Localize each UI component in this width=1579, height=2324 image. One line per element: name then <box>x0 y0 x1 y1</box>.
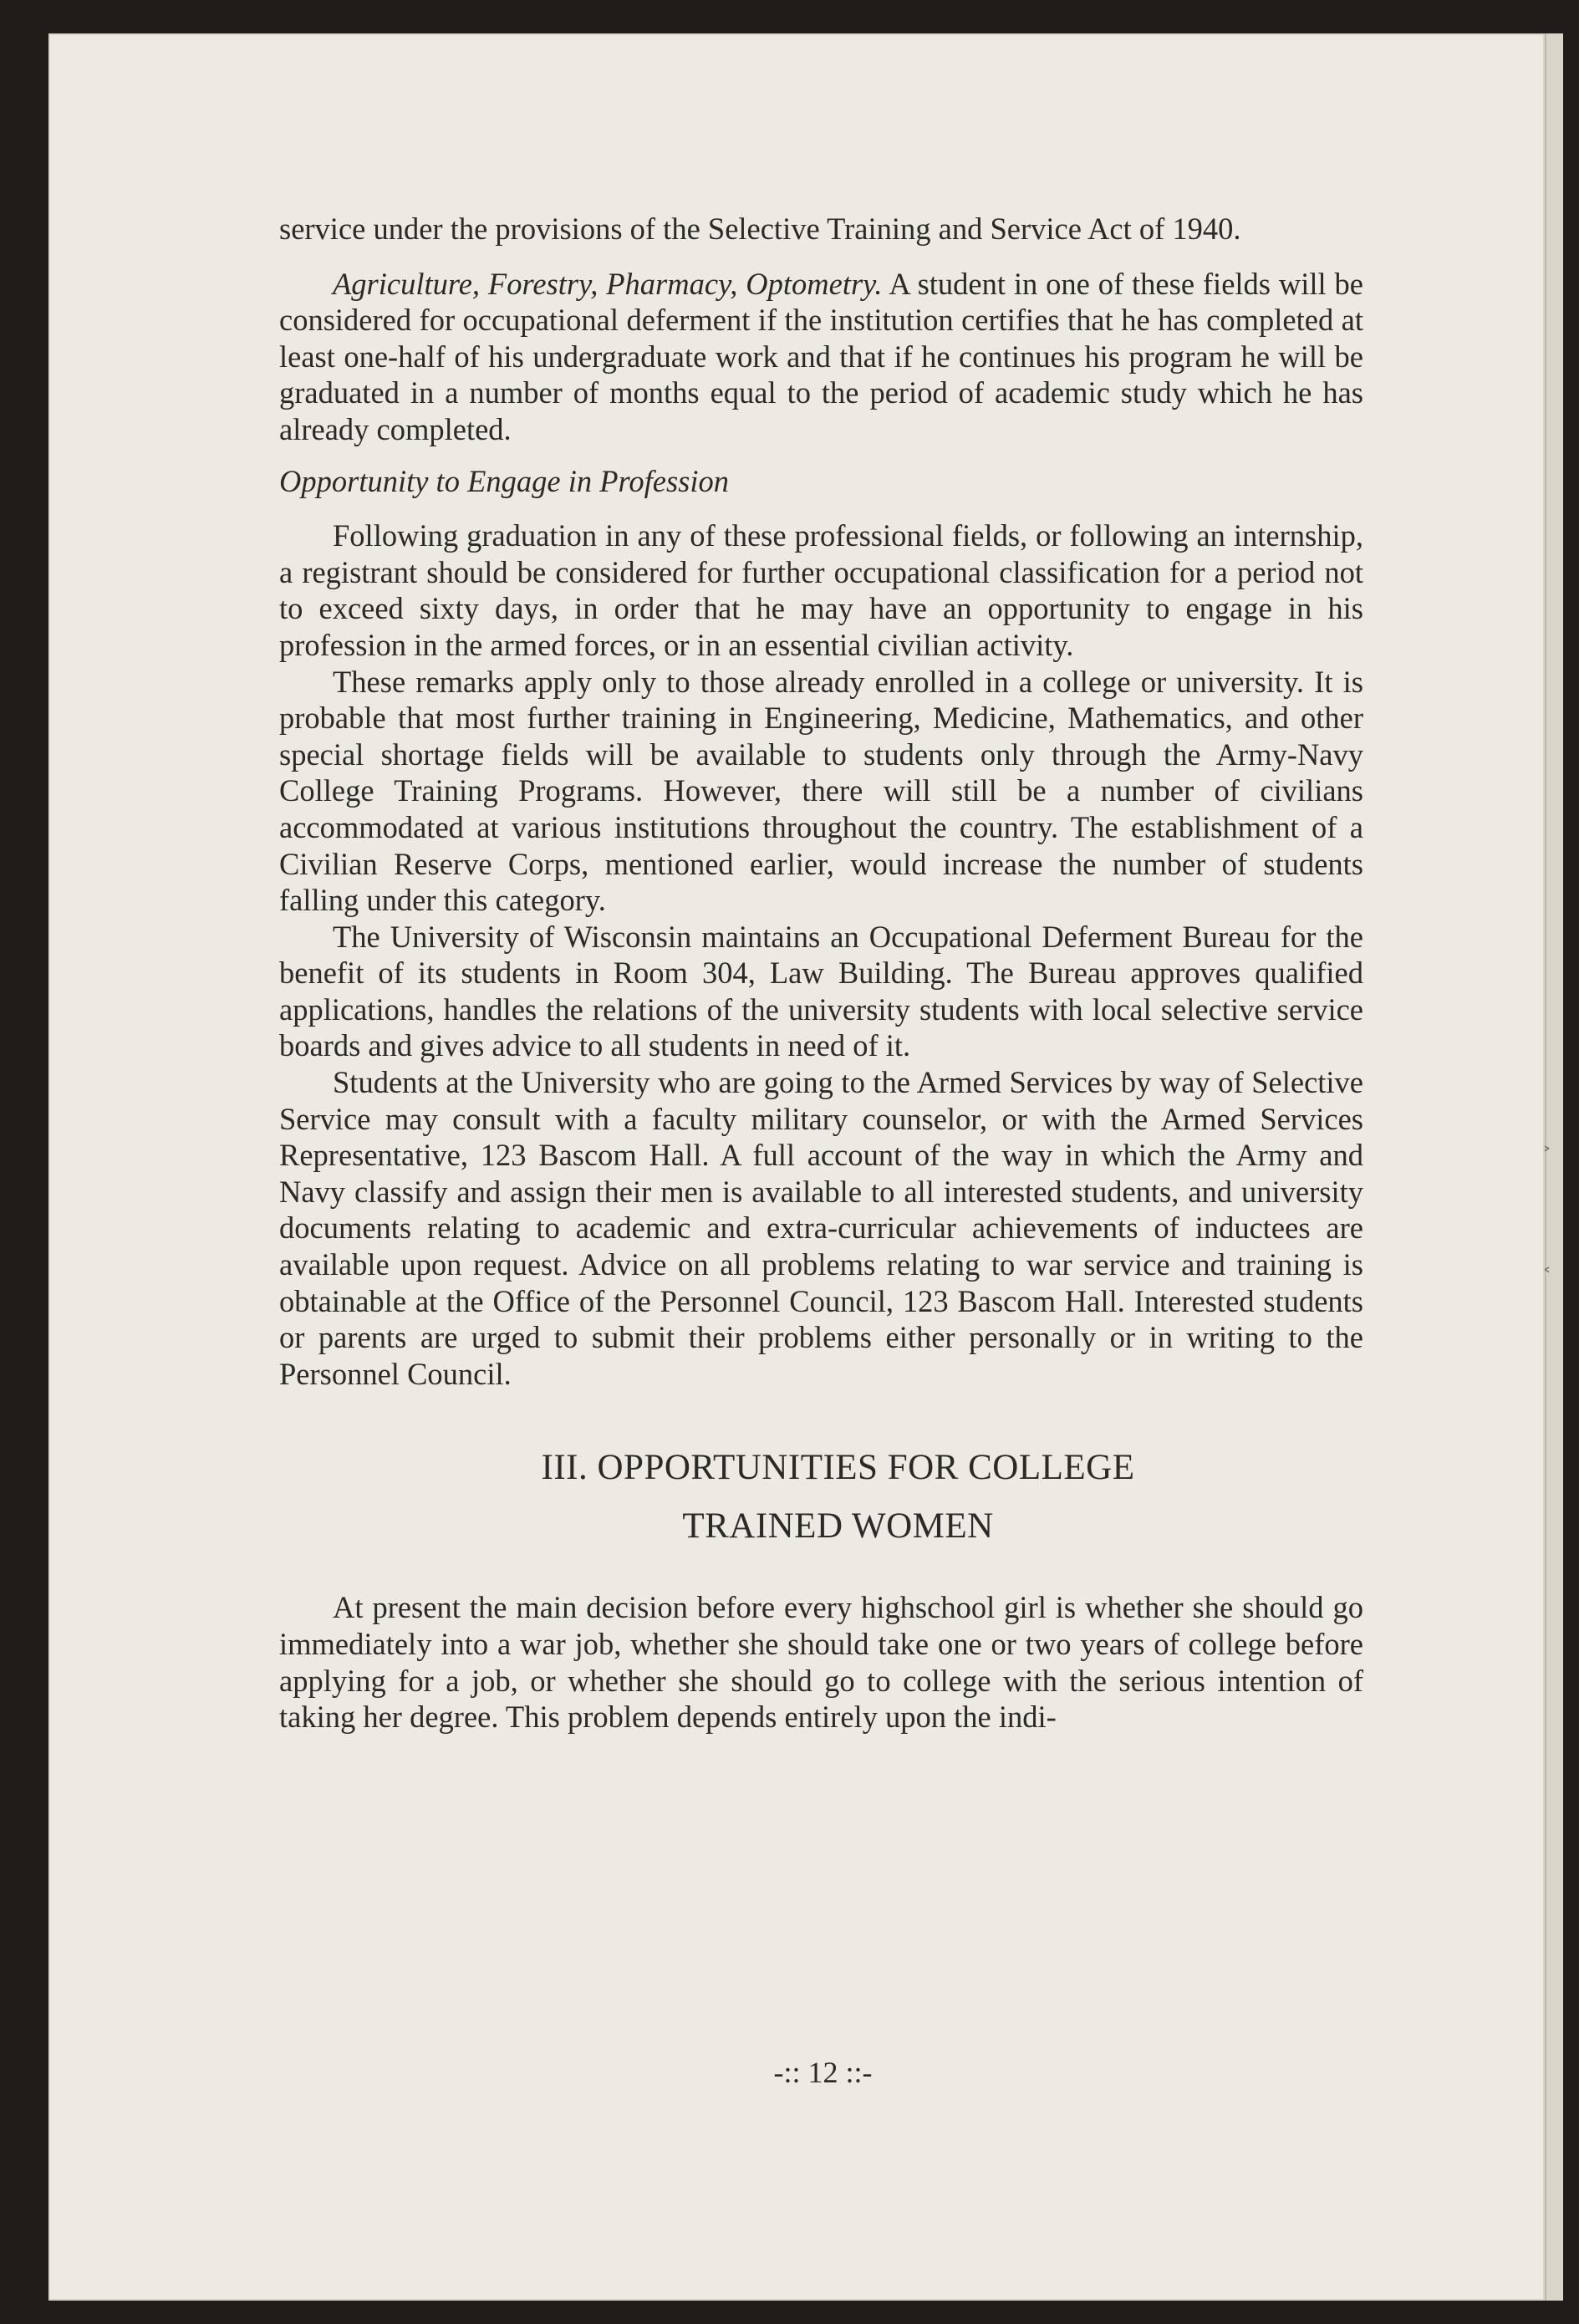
paragraph-lead-italic: Agriculture, Forestry, Pharmacy, Optometry. <box>333 266 883 301</box>
margin-mark-icon: ˃ <box>1542 1145 1551 1166</box>
paragraph-agriculture <box>279 266 1363 448</box>
subheading-opportunity: Opportunity to Engage in Profession <box>279 463 730 498</box>
section-title-line-1: III. OPPORTUNITIES FOR COLLEGE <box>541 1448 1135 1488</box>
section-title-line-2: TRAINED WOMEN <box>682 1506 994 1547</box>
margin-mark-icon: ˂ <box>1542 1266 1551 1287</box>
paragraph-deferment-bureau: The University of Wisconsin maintains an Occupational Deferment Bureau for the benefit of its students in Room 304, Law Building. The Bureau approves qualified applications, handles the relations of the university students with local selective service boards and gives advice to all students in need of it. <box>279 919 1363 1063</box>
section-title <box>279 1439 1363 1556</box>
paragraph-graduation: Following graduation in any of these professional fields, or following an internship, a registrant should be considered for further occupational classification for a period not to exceed sixty days, in order that he may have an opportunity to engage in his profession in the armed forces, or in an essential civilian activity. <box>279 518 1363 662</box>
paragraph-continuation: service under the provisions of the Selective Training and Service Act of 1940. <box>279 212 1241 246</box>
paragraph-armed-services: Students at the University who are going to the Armed Services by way of Selective Service may consult with a faculty military counselor, or with the Armed Services Representative, 123 Bascom Hall. A full account of the way in which the Army and Navy classify and assign their men is available to all interested students, and university documents relating to academic and extra-curricular achievements of inductees are available upon request. Advice on all problems relating to war service and training is obtainable at the Office of the Personnel Council, 123 Bascom Hall. Interested students or parents are urged to submit their problems either personally or in writing to the Personnel Council. <box>279 1065 1363 1391</box>
page-number: -:: 12 ::- <box>773 2056 873 2089</box>
paragraph-remarks: These remarks apply only to those already enrolled in a college or university. It is probable that most further training in Engineering, Medicine, Mathematics, and other special shortage fields will be available to students only through the Army-Navy College Training Programs. However, there will still be a number of civilians accommodated at various institutions throughout the country. The establishment of a Civilian Reserve Corps, mentioned earlier, would increase the number of students falling under this category. <box>279 664 1363 918</box>
paragraph-highschool-girl: At present the main decision before every highschool girl is whether she should go immediately into a war job, whether she should take one or two years of college before applying for a job, or whether she should go to college with the serious intention of taking her degree. This problem depends entirely upon the indi- <box>279 1590 1363 1735</box>
paragraph-body: A student in one of these fields will be considered for occupational deferment if the institution certifies that he has completed at least one-half of his undergraduate work and that if he continues his program he will be graduated in a number of months equal to the period of academic study which he has already completed. <box>279 266 1363 446</box>
page-edge <box>1545 33 1563 2301</box>
page-body <box>279 211 1363 1735</box>
